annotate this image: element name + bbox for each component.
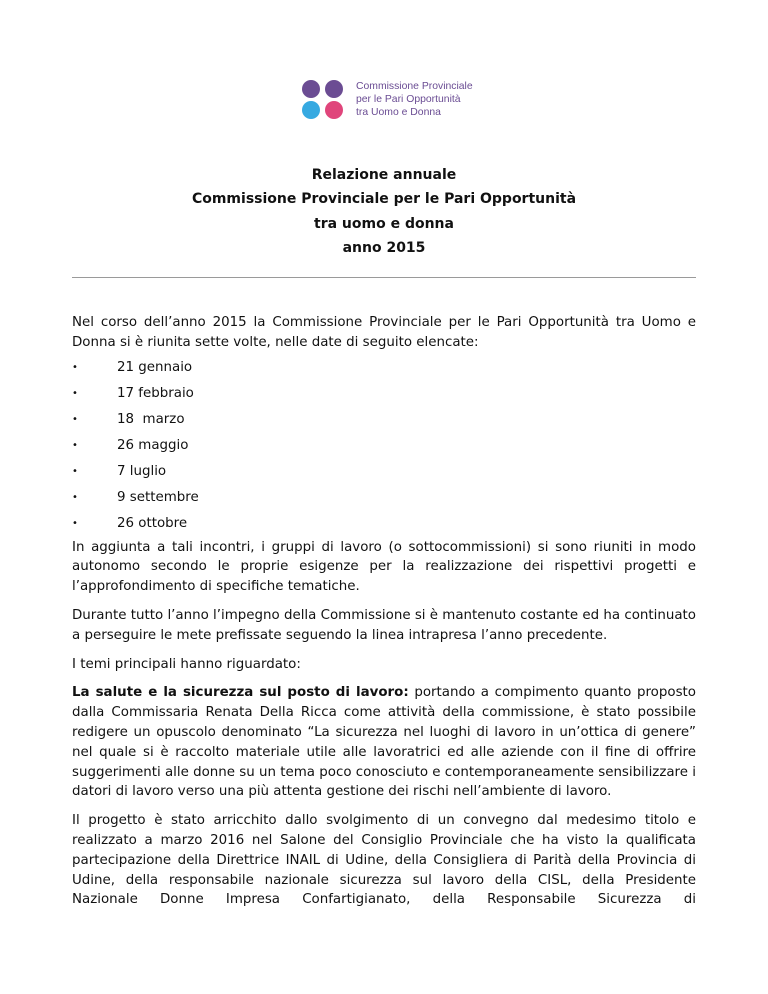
- topics-intro: I temi principali hanno riguardato:: [72, 656, 301, 672]
- conference-paragraph: Il progetto è stato arricchito dallo svolgimento di un convegno dal medesimo titolo e realizzato a marzo 2016 nel Salone del Consiglio Provinciale che ha visto la qualificata partecipazione della Direttrice INAIL di Udine, della Consigliera di Parità della Provincia di Udine, della responsabile nazionale sicurezza sul lavoro della CISL, della Presidente Nazionale Donne Impresa Confartigianato, della Responsabile Sicurezza di: [72, 813, 696, 908]
- safety-heading: La salute e la sicurezza sul posto di lavoro:: [72, 685, 409, 701]
- bullet-icon: •: [72, 413, 78, 425]
- bullet-icon: •: [72, 517, 78, 529]
- document-body: [72, 313, 696, 919]
- title-line-2: Commissione Provinciale per le Pari Opportunità: [191, 191, 577, 208]
- title-line-1: Relazione annuale: [311, 167, 457, 183]
- meeting-date: 21 gennaio: [117, 359, 193, 375]
- list-item: [72, 514, 696, 540]
- list-item: [72, 358, 696, 384]
- logo-line-3: tra Uomo e Donna: [356, 107, 441, 118]
- horizontal-divider: [72, 277, 696, 278]
- meeting-date: 18 marzo: [117, 411, 185, 427]
- list-item: [72, 384, 696, 410]
- bullet-icon: •: [72, 465, 78, 477]
- meeting-date: 9 settembre: [117, 489, 199, 505]
- meeting-date: 7 luglio: [117, 463, 167, 479]
- logo-line-2: per le Pari Opportunità: [356, 94, 461, 105]
- meeting-date: 26 maggio: [117, 437, 189, 453]
- logo-dots-icon: [302, 80, 352, 120]
- document-title: [0, 163, 768, 260]
- list-item: [72, 488, 696, 514]
- commitment-paragraph: Durante tutto l’anno l’impegno della Commissione si è mantenuto costante ed ha continuato a perseguire le mete prefissate seguendo la linea intrapresa l’anno precedente.: [72, 607, 696, 643]
- list-item: [72, 410, 696, 436]
- working-groups-paragraph: In aggiunta a tali incontri, i gruppi di lavoro (o sottocommissioni) si sono riuniti in modo autonomo secondo le proprie esigenze per la realizzazione dei rispettivi progetti e l’approfondimento di specifiche tematiche.: [72, 539, 696, 595]
- logo-text: [356, 80, 473, 119]
- meeting-date: 26 ottobre: [117, 515, 188, 531]
- bullet-icon: •: [72, 491, 78, 503]
- bullet-icon: •: [72, 439, 78, 451]
- list-item: [72, 436, 696, 462]
- bullet-icon: •: [72, 387, 78, 399]
- title-line-3: tra uomo e donna: [314, 215, 454, 232]
- title-line-4: anno 2015: [342, 239, 426, 256]
- commission-logo: [302, 80, 502, 120]
- intro-paragraph: Nel corso dell’anno 2015 la Commissione Provinciale per le Pari Opportunità tra Uomo e Donna si è riunita sette volte, nelle date di seguito elencate:: [72, 315, 696, 350]
- safety-paragraph: [72, 683, 696, 802]
- logo-line-1: Commissione Provinciale: [356, 81, 473, 92]
- list-item: [72, 462, 696, 488]
- meeting-dates-list: [72, 358, 696, 540]
- meeting-date: 17 febbraio: [117, 385, 194, 401]
- safety-text: portando a compimento quanto proposto dalla Commissaria Renata Della Ricca come attività della commissione, è stato possibile redigere un opuscolo denominato “La sicurezza nel luoghi di lavoro in un’ottica di genere” nel quale si è raccolto materiale utile alle lavoratrici ed alle aziende con il fine di offrire suggerimenti alle donne su un tema poco conosciuto e contemporaneamente sensibilizzare i datori di lavoro verso una più attenta gestione dei rischi nell’ambiente di lavoro.: [72, 685, 696, 800]
- bullet-icon: •: [72, 361, 78, 373]
